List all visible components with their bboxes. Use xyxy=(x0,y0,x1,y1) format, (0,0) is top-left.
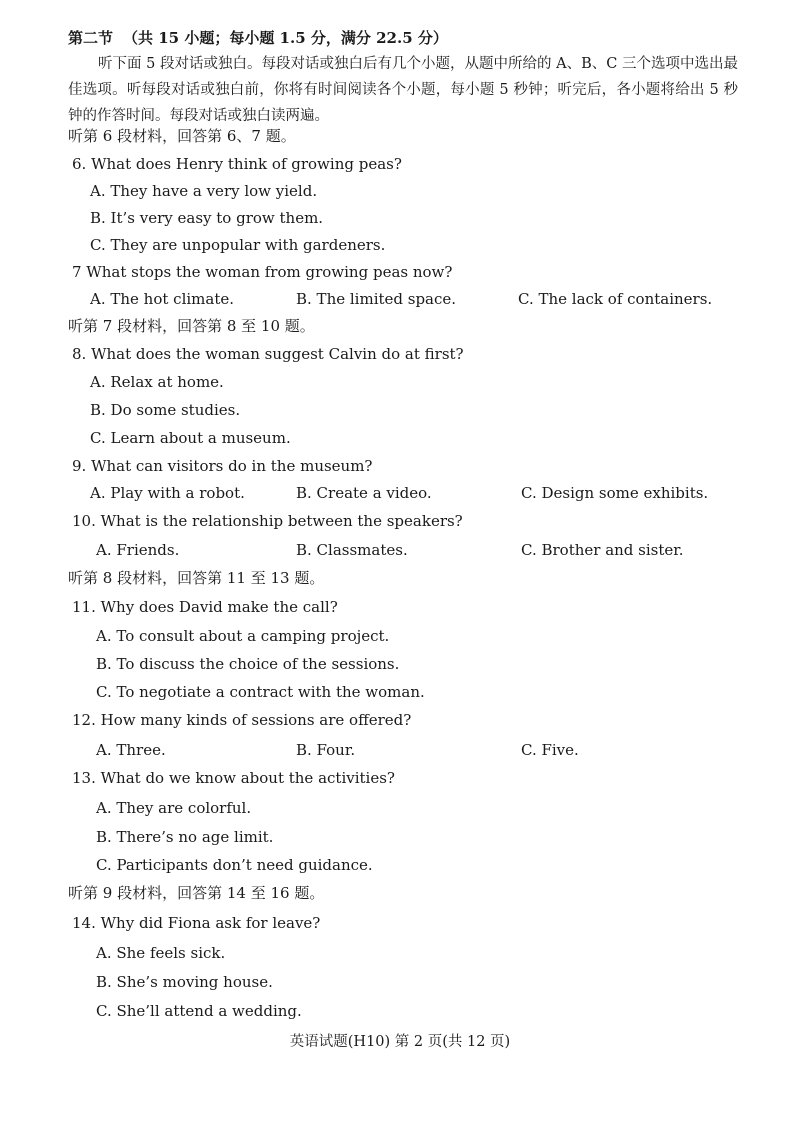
option-c: C. The lack of containers. xyxy=(518,290,713,308)
option-c: C. Participants don’t need guidance. xyxy=(96,856,373,874)
page-footer: 英语试题(H10) 第 2 页(共 12 页) xyxy=(289,1034,511,1050)
section-title: 第二节 xyxy=(68,29,114,47)
option-b: B. Create a video. xyxy=(296,484,432,502)
option-b: B. She’s moving house. xyxy=(96,973,273,991)
option-a: A. To consult about a camping project. xyxy=(96,627,390,645)
question-stem: 6. What does Henry think of growing peas? xyxy=(72,155,402,173)
option-b: B. The limited space. xyxy=(296,290,457,308)
material-heading: 听第 9 段材料，回答第 14 至 16 题。 xyxy=(68,884,325,902)
option-a: A. They have a very low yield. xyxy=(90,182,318,200)
option-c: C. Brother and sister. xyxy=(521,541,684,559)
material-heading: 听第 6 段材料，回答第 6、7 题。 xyxy=(68,127,296,145)
option-b: B. Four. xyxy=(296,741,356,759)
option-b: B. To discuss the choice of the sessions. xyxy=(96,655,400,673)
option-a: A. Three. xyxy=(96,741,166,759)
question-stem: 7 What stops the woman from growing peas now? xyxy=(72,263,453,281)
option-b: B. It’s very easy to grow them. xyxy=(90,209,324,227)
option-c: C. She’ll attend a wedding. xyxy=(96,1002,302,1020)
option-a: A. Friends. xyxy=(96,541,180,559)
option-b: B. There’s no age limit. xyxy=(96,828,274,846)
material-heading: 听第 8 段材料，回答第 11 至 13 题。 xyxy=(68,569,325,587)
option-b: B. Do some studies. xyxy=(90,401,241,419)
option-c: C. Five. xyxy=(521,741,579,759)
question-stem: 8. What does the woman suggest Calvin do at first? xyxy=(72,345,464,363)
question-stem: 10. What is the relationship between the speakers? xyxy=(72,512,463,530)
question-stem: 11. Why does David make the call? xyxy=(72,598,338,616)
option-c: C. To negotiate a contract with the woman. xyxy=(96,683,425,701)
question-stem: 13. What do we know about the activities? xyxy=(72,769,395,787)
material-heading: 听第 7 段材料，回答第 8 至 10 题。 xyxy=(68,317,315,335)
option-b: B. Classmates. xyxy=(296,541,408,559)
option-c: C. Learn about a museum. xyxy=(90,429,291,447)
option-a: A. Play with a robot. xyxy=(90,484,245,502)
option-c: C. Design some exhibits. xyxy=(521,484,709,502)
option-a: A. They are colorful. xyxy=(96,799,252,817)
option-c: C. They are unpopular with gardeners. xyxy=(90,236,386,254)
section-heading xyxy=(68,27,448,48)
section-subtitle: （共 15 小题；每小题 1.5 分，满分 22.5 分） xyxy=(123,29,448,47)
option-a: A. Relax at home. xyxy=(90,373,224,391)
option-a: A. She feels sick. xyxy=(96,944,226,962)
section-instructions: 听下面 5 段对话或独白。每段对话或独白后有几个小题，从题中所给的 A、B、C 三个选项中选出最佳选项。听每段对话或独白前，你将有时间阅读各个小题，每小题 5 秒钟；听完后，各小题将给出 5 秒钟的作答时间。每段对话或独白读两遍。 xyxy=(68,56,738,124)
question-stem: 9. What can visitors do in the museum? xyxy=(72,457,373,475)
option-a: A. The hot climate. xyxy=(90,290,235,308)
question-stem: 12. How many kinds of sessions are offered? xyxy=(72,711,412,729)
question-stem: 14. Why did Fiona ask for leave? xyxy=(72,914,321,932)
